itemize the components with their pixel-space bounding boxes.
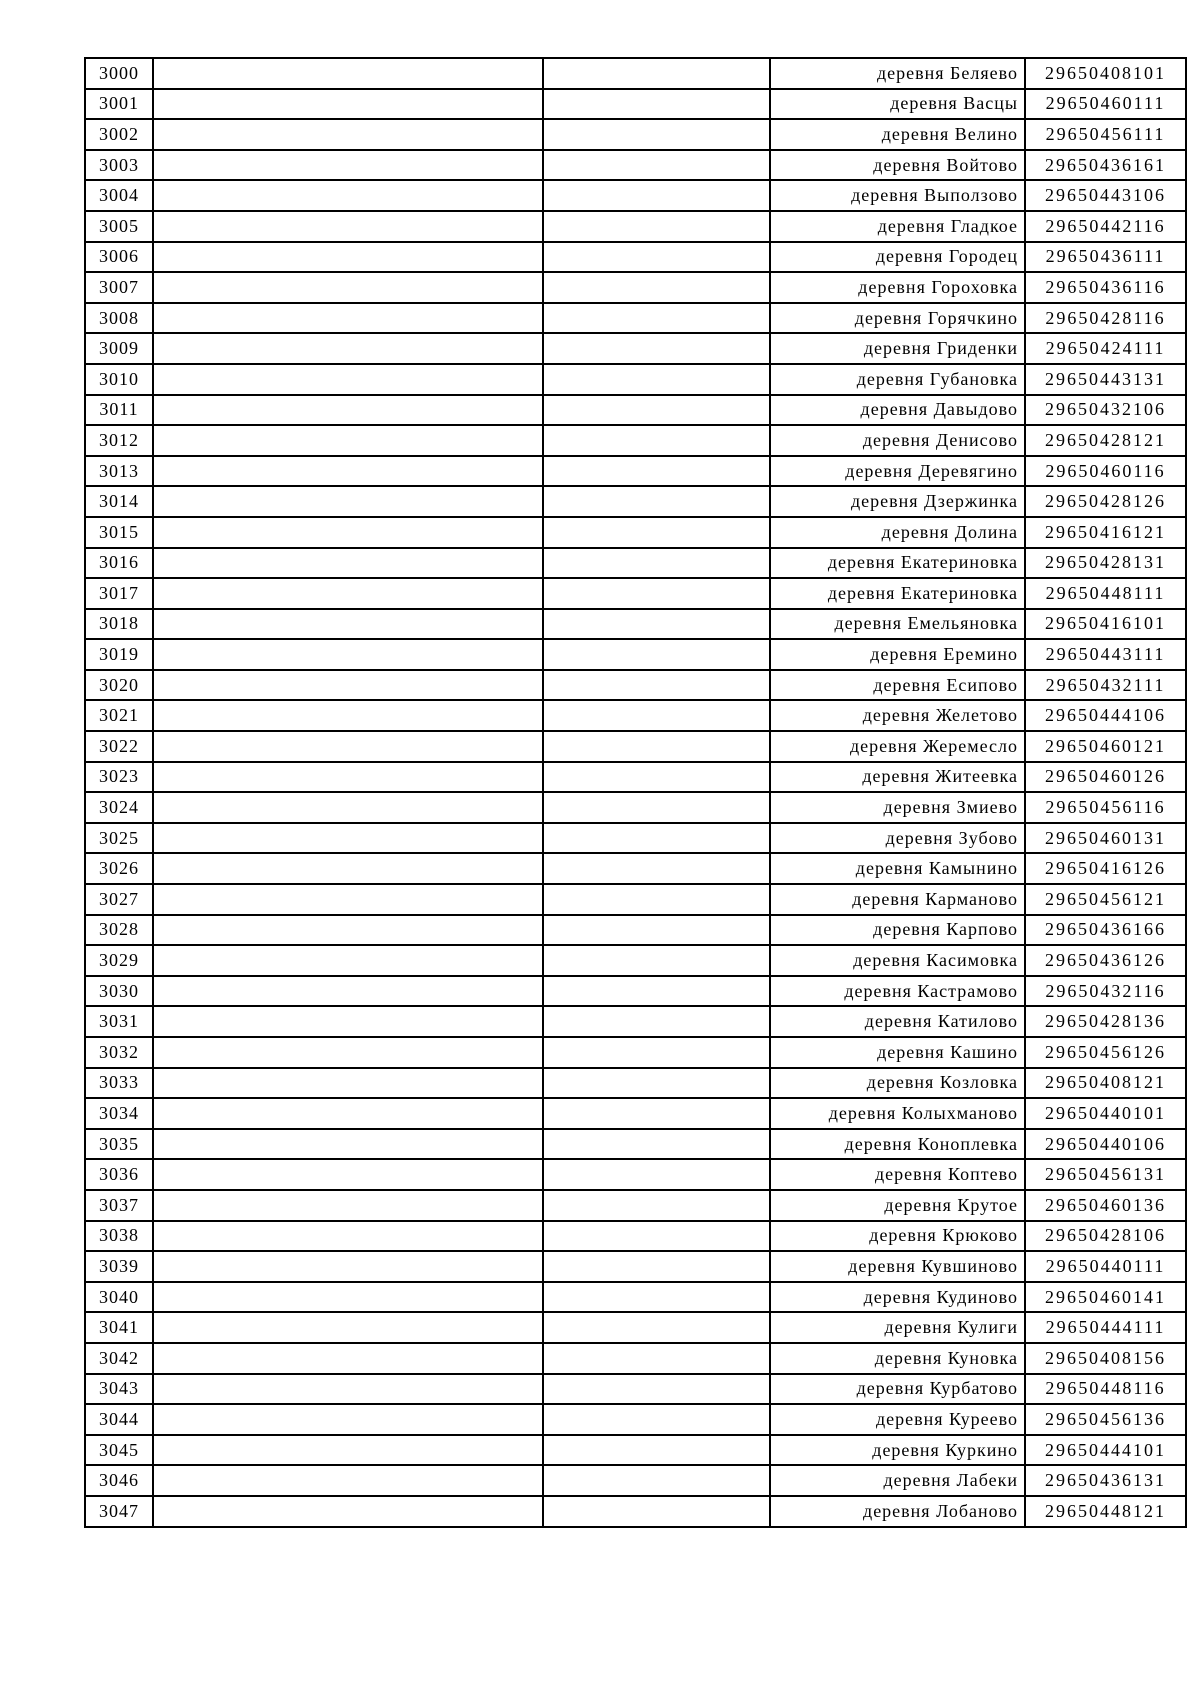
settlement-name-cell: деревня Куркино [770, 1435, 1025, 1466]
table-row [85, 58, 1186, 89]
row-number-cell: 3022 [85, 731, 153, 762]
settlement-name-cell: деревня Денисово [770, 425, 1025, 456]
empty-cell-1 [153, 670, 543, 701]
table-row [85, 1374, 1186, 1405]
settlement-name-cell: деревня Кувшиново [770, 1251, 1025, 1282]
code-cell: 29650436161 [1025, 150, 1186, 181]
empty-cell-2 [543, 119, 770, 150]
empty-cell-1 [153, 1251, 543, 1282]
empty-cell-2 [543, 853, 770, 884]
empty-cell-2 [543, 1068, 770, 1099]
empty-cell-1 [153, 425, 543, 456]
code-cell: 29650436116 [1025, 272, 1186, 303]
empty-cell-1 [153, 89, 543, 120]
empty-cell-1 [153, 1037, 543, 1068]
empty-cell-2 [543, 1374, 770, 1405]
row-number-cell: 3033 [85, 1068, 153, 1099]
empty-cell-2 [543, 333, 770, 364]
table-row [85, 915, 1186, 946]
empty-cell-2 [543, 1312, 770, 1343]
table-row [85, 395, 1186, 426]
row-number-cell: 3018 [85, 609, 153, 640]
empty-cell-1 [153, 1068, 543, 1099]
code-cell: 29650456111 [1025, 119, 1186, 150]
empty-cell-2 [543, 1159, 770, 1190]
table-row [85, 1465, 1186, 1496]
code-cell: 29650460116 [1025, 456, 1186, 487]
empty-cell-1 [153, 853, 543, 884]
code-cell: 29650424111 [1025, 333, 1186, 364]
table-row [85, 1159, 1186, 1190]
code-cell: 29650428116 [1025, 303, 1186, 334]
empty-cell-1 [153, 456, 543, 487]
row-number-cell: 3014 [85, 486, 153, 517]
table-row [85, 823, 1186, 854]
table-row [85, 150, 1186, 181]
table-row [85, 1343, 1186, 1374]
code-cell: 29650456131 [1025, 1159, 1186, 1190]
row-number-cell: 3040 [85, 1282, 153, 1313]
empty-cell-2 [543, 456, 770, 487]
empty-cell-2 [543, 1465, 770, 1496]
settlement-name-cell: деревня Гриденки [770, 333, 1025, 364]
settlement-name-cell: деревня Желетово [770, 700, 1025, 731]
empty-cell-1 [153, 792, 543, 823]
table-row [85, 548, 1186, 579]
table-row [85, 1312, 1186, 1343]
settlement-name-cell: деревня Змиево [770, 792, 1025, 823]
row-number-cell: 3034 [85, 1098, 153, 1129]
table-row [85, 1098, 1186, 1129]
row-number-cell: 3047 [85, 1496, 153, 1527]
empty-cell-2 [543, 1221, 770, 1252]
row-number-cell: 3044 [85, 1404, 153, 1435]
empty-cell-2 [543, 731, 770, 762]
code-cell: 29650442116 [1025, 211, 1186, 242]
settlement-name-cell: деревня Лабеки [770, 1465, 1025, 1496]
empty-cell-2 [543, 1006, 770, 1037]
empty-cell-2 [543, 180, 770, 211]
empty-cell-2 [543, 700, 770, 731]
settlement-name-cell: деревня Крюково [770, 1221, 1025, 1252]
table-row [85, 1129, 1186, 1160]
empty-cell-2 [543, 150, 770, 181]
settlement-name-cell: деревня Кудиново [770, 1282, 1025, 1313]
row-number-cell: 3019 [85, 639, 153, 670]
empty-cell-2 [543, 1037, 770, 1068]
row-number-cell: 3026 [85, 853, 153, 884]
code-cell: 29650443131 [1025, 364, 1186, 395]
row-number-cell: 3031 [85, 1006, 153, 1037]
empty-cell-1 [153, 1343, 543, 1374]
settlement-name-cell: деревня Городец [770, 242, 1025, 273]
code-cell: 29650428126 [1025, 486, 1186, 517]
table-row [85, 1496, 1186, 1527]
row-number-cell: 3011 [85, 395, 153, 426]
settlement-name-cell: деревня Жеремесло [770, 731, 1025, 762]
empty-cell-1 [153, 945, 543, 976]
table-row [85, 1068, 1186, 1099]
empty-cell-2 [543, 670, 770, 701]
settlement-name-cell: деревня Коноплевка [770, 1129, 1025, 1160]
empty-cell-1 [153, 1190, 543, 1221]
settlement-name-cell: деревня Дзержинка [770, 486, 1025, 517]
empty-cell-2 [543, 792, 770, 823]
code-cell: 29650428121 [1025, 425, 1186, 456]
empty-cell-1 [153, 1374, 543, 1405]
table-row [85, 1221, 1186, 1252]
row-number-cell: 3017 [85, 578, 153, 609]
table-row [85, 517, 1186, 548]
empty-cell-1 [153, 1435, 543, 1466]
empty-cell-2 [543, 1251, 770, 1282]
row-number-cell: 3007 [85, 272, 153, 303]
settlement-name-cell: деревня Есипово [770, 670, 1025, 701]
table-row [85, 333, 1186, 364]
empty-cell-1 [153, 976, 543, 1007]
settlement-name-cell: деревня Губановка [770, 364, 1025, 395]
row-number-cell: 3001 [85, 89, 153, 120]
empty-cell-1 [153, 1221, 543, 1252]
empty-cell-2 [543, 915, 770, 946]
settlement-name-cell: деревня Зубово [770, 823, 1025, 854]
code-cell: 29650432116 [1025, 976, 1186, 1007]
row-number-cell: 3020 [85, 670, 153, 701]
settlement-name-cell: деревня Житеевка [770, 762, 1025, 793]
settlement-name-cell: деревня Коптево [770, 1159, 1025, 1190]
settlement-name-cell: деревня Карманово [770, 884, 1025, 915]
empty-cell-2 [543, 578, 770, 609]
code-cell: 29650456116 [1025, 792, 1186, 823]
row-number-cell: 3005 [85, 211, 153, 242]
row-number-cell: 3029 [85, 945, 153, 976]
table-row [85, 853, 1186, 884]
row-number-cell: 3008 [85, 303, 153, 334]
empty-cell-2 [543, 1282, 770, 1313]
settlement-name-cell: деревня Козловка [770, 1068, 1025, 1099]
code-cell: 29650436131 [1025, 1465, 1186, 1496]
empty-cell-1 [153, 486, 543, 517]
table-row [85, 425, 1186, 456]
table-row [85, 486, 1186, 517]
row-number-cell: 3002 [85, 119, 153, 150]
table-row [85, 1037, 1186, 1068]
settlement-name-cell: деревня Емельяновка [770, 609, 1025, 640]
code-cell: 29650436126 [1025, 945, 1186, 976]
settlement-name-cell: деревня Камынино [770, 853, 1025, 884]
code-cell: 29650416126 [1025, 853, 1186, 884]
table-row [85, 242, 1186, 273]
row-number-cell: 3035 [85, 1129, 153, 1160]
row-number-cell: 3046 [85, 1465, 153, 1496]
row-number-cell: 3024 [85, 792, 153, 823]
code-cell: 29650460141 [1025, 1282, 1186, 1313]
code-cell: 29650443111 [1025, 639, 1186, 670]
empty-cell-1 [153, 119, 543, 150]
row-number-cell: 3013 [85, 456, 153, 487]
empty-cell-2 [543, 945, 770, 976]
settlement-name-cell: деревня Кашино [770, 1037, 1025, 1068]
settlements-table [84, 57, 1187, 1528]
settlement-name-cell: деревня Курбатово [770, 1374, 1025, 1405]
code-cell: 29650460126 [1025, 762, 1186, 793]
empty-cell-2 [543, 823, 770, 854]
row-number-cell: 3006 [85, 242, 153, 273]
table-row [85, 578, 1186, 609]
empty-cell-1 [153, 915, 543, 946]
empty-cell-2 [543, 364, 770, 395]
code-cell: 29650440101 [1025, 1098, 1186, 1129]
settlement-name-cell: деревня Васцы [770, 89, 1025, 120]
settlement-name-cell: деревня Деревягино [770, 456, 1025, 487]
empty-cell-1 [153, 180, 543, 211]
settlement-name-cell: деревня Еремино [770, 639, 1025, 670]
empty-cell-2 [543, 762, 770, 793]
row-number-cell: 3010 [85, 364, 153, 395]
settlement-name-cell: деревня Карпово [770, 915, 1025, 946]
code-cell: 29650444106 [1025, 700, 1186, 731]
empty-cell-2 [543, 272, 770, 303]
empty-cell-2 [543, 303, 770, 334]
settlement-name-cell: деревня Лобаново [770, 1496, 1025, 1527]
row-number-cell: 3042 [85, 1343, 153, 1374]
settlement-name-cell: деревня Колыхманово [770, 1098, 1025, 1129]
empty-cell-1 [153, 884, 543, 915]
code-cell: 29650460136 [1025, 1190, 1186, 1221]
empty-cell-2 [543, 884, 770, 915]
empty-cell-2 [543, 211, 770, 242]
empty-cell-1 [153, 762, 543, 793]
settlement-name-cell: деревня Горячкино [770, 303, 1025, 334]
table-row [85, 700, 1186, 731]
empty-cell-1 [153, 272, 543, 303]
empty-cell-2 [543, 1098, 770, 1129]
code-cell: 29650440106 [1025, 1129, 1186, 1160]
empty-cell-1 [153, 150, 543, 181]
empty-cell-1 [153, 211, 543, 242]
code-cell: 29650456136 [1025, 1404, 1186, 1435]
empty-cell-1 [153, 823, 543, 854]
empty-cell-2 [543, 609, 770, 640]
row-number-cell: 3045 [85, 1435, 153, 1466]
row-number-cell: 3028 [85, 915, 153, 946]
row-number-cell: 3021 [85, 700, 153, 731]
settlements-table-body [85, 58, 1186, 1527]
code-cell: 29650428106 [1025, 1221, 1186, 1252]
empty-cell-1 [153, 303, 543, 334]
row-number-cell: 3037 [85, 1190, 153, 1221]
table-row [85, 272, 1186, 303]
code-cell: 29650456126 [1025, 1037, 1186, 1068]
code-cell: 29650432106 [1025, 395, 1186, 426]
table-row [85, 792, 1186, 823]
row-number-cell: 3004 [85, 180, 153, 211]
row-number-cell: 3000 [85, 58, 153, 89]
empty-cell-1 [153, 1496, 543, 1527]
empty-cell-1 [153, 58, 543, 89]
table-row [85, 1435, 1186, 1466]
table-row [85, 1404, 1186, 1435]
empty-cell-1 [153, 1098, 543, 1129]
code-cell: 29650416121 [1025, 517, 1186, 548]
code-cell: 29650408156 [1025, 1343, 1186, 1374]
empty-cell-1 [153, 1465, 543, 1496]
table-row [85, 670, 1186, 701]
settlement-name-cell: деревня Касимовка [770, 945, 1025, 976]
row-number-cell: 3041 [85, 1312, 153, 1343]
code-cell: 29650408101 [1025, 58, 1186, 89]
empty-cell-2 [543, 1343, 770, 1374]
code-cell: 29650460111 [1025, 89, 1186, 120]
settlement-name-cell: деревня Гладкое [770, 211, 1025, 242]
empty-cell-2 [543, 89, 770, 120]
empty-cell-2 [543, 976, 770, 1007]
row-number-cell: 3009 [85, 333, 153, 364]
table-row [85, 303, 1186, 334]
row-number-cell: 3012 [85, 425, 153, 456]
code-cell: 29650428131 [1025, 548, 1186, 579]
table-row [85, 89, 1186, 120]
code-cell: 29650456121 [1025, 884, 1186, 915]
empty-cell-2 [543, 486, 770, 517]
empty-cell-1 [153, 700, 543, 731]
empty-cell-2 [543, 242, 770, 273]
table-row [85, 119, 1186, 150]
settlement-name-cell: деревня Давыдово [770, 395, 1025, 426]
empty-cell-1 [153, 1006, 543, 1037]
settlement-name-cell: деревня Гороховка [770, 272, 1025, 303]
code-cell: 29650440111 [1025, 1251, 1186, 1282]
settlement-name-cell: деревня Кулиги [770, 1312, 1025, 1343]
empty-cell-1 [153, 548, 543, 579]
row-number-cell: 3015 [85, 517, 153, 548]
row-number-cell: 3025 [85, 823, 153, 854]
settlement-name-cell: деревня Велино [770, 119, 1025, 150]
empty-cell-2 [543, 1190, 770, 1221]
settlement-name-cell: деревня Крутое [770, 1190, 1025, 1221]
row-number-cell: 3032 [85, 1037, 153, 1068]
code-cell: 29650460131 [1025, 823, 1186, 854]
row-number-cell: 3003 [85, 150, 153, 181]
settlement-name-cell: деревня Екатериновка [770, 578, 1025, 609]
row-number-cell: 3043 [85, 1374, 153, 1405]
empty-cell-1 [153, 609, 543, 640]
settlement-name-cell: деревня Куреево [770, 1404, 1025, 1435]
empty-cell-2 [543, 1404, 770, 1435]
code-cell: 29650432111 [1025, 670, 1186, 701]
empty-cell-2 [543, 639, 770, 670]
empty-cell-1 [153, 639, 543, 670]
code-cell: 29650460121 [1025, 731, 1186, 762]
code-cell: 29650448116 [1025, 1374, 1186, 1405]
empty-cell-1 [153, 395, 543, 426]
row-number-cell: 3036 [85, 1159, 153, 1190]
code-cell: 29650443106 [1025, 180, 1186, 211]
empty-cell-1 [153, 1159, 543, 1190]
settlement-name-cell: деревня Беляево [770, 58, 1025, 89]
code-cell: 29650436166 [1025, 915, 1186, 946]
empty-cell-2 [543, 1496, 770, 1527]
empty-cell-1 [153, 364, 543, 395]
empty-cell-2 [543, 1435, 770, 1466]
settlement-name-cell: деревня Екатериновка [770, 548, 1025, 579]
code-cell: 29650436111 [1025, 242, 1186, 273]
empty-cell-2 [543, 425, 770, 456]
row-number-cell: 3023 [85, 762, 153, 793]
table-row [85, 1190, 1186, 1221]
code-cell: 29650416101 [1025, 609, 1186, 640]
settlement-name-cell: деревня Кастрамово [770, 976, 1025, 1007]
table-row [85, 609, 1186, 640]
table-row [85, 364, 1186, 395]
code-cell: 29650444101 [1025, 1435, 1186, 1466]
empty-cell-2 [543, 548, 770, 579]
row-number-cell: 3039 [85, 1251, 153, 1282]
table-row [85, 731, 1186, 762]
empty-cell-1 [153, 1282, 543, 1313]
empty-cell-1 [153, 242, 543, 273]
row-number-cell: 3038 [85, 1221, 153, 1252]
empty-cell-1 [153, 333, 543, 364]
table-row [85, 1251, 1186, 1282]
empty-cell-1 [153, 1129, 543, 1160]
table-row [85, 1282, 1186, 1313]
settlement-name-cell: деревня Долина [770, 517, 1025, 548]
table-row [85, 976, 1186, 1007]
settlement-name-cell: деревня Куновка [770, 1343, 1025, 1374]
empty-cell-1 [153, 517, 543, 548]
table-row [85, 639, 1186, 670]
empty-cell-2 [543, 517, 770, 548]
table-row [85, 762, 1186, 793]
table-row [85, 211, 1186, 242]
settlement-name-cell: деревня Войтово [770, 150, 1025, 181]
settlement-name-cell: деревня Катилово [770, 1006, 1025, 1037]
row-number-cell: 3027 [85, 884, 153, 915]
empty-cell-1 [153, 1312, 543, 1343]
empty-cell-2 [543, 58, 770, 89]
settlement-name-cell: деревня Выползово [770, 180, 1025, 211]
table-row [85, 1006, 1186, 1037]
code-cell: 29650444111 [1025, 1312, 1186, 1343]
row-number-cell: 3030 [85, 976, 153, 1007]
table-row [85, 884, 1186, 915]
code-cell: 29650408121 [1025, 1068, 1186, 1099]
empty-cell-2 [543, 1129, 770, 1160]
empty-cell-1 [153, 578, 543, 609]
code-cell: 29650448111 [1025, 578, 1186, 609]
code-cell: 29650448121 [1025, 1496, 1186, 1527]
code-cell: 29650428136 [1025, 1006, 1186, 1037]
empty-cell-1 [153, 1404, 543, 1435]
table-row [85, 945, 1186, 976]
empty-cell-1 [153, 731, 543, 762]
empty-cell-2 [543, 395, 770, 426]
table-row [85, 456, 1186, 487]
row-number-cell: 3016 [85, 548, 153, 579]
table-row [85, 180, 1186, 211]
